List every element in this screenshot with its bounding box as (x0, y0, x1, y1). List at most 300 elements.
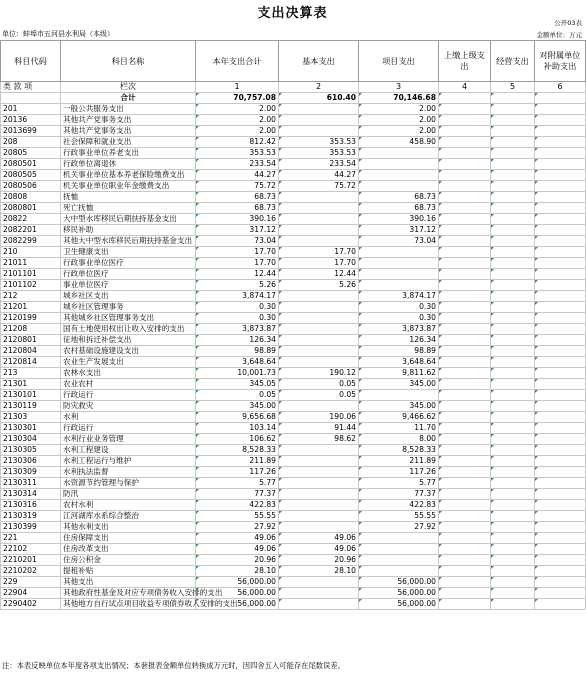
amount-cell: 422.83 (359, 500, 439, 511)
amount-cell (491, 522, 535, 533)
amount-cell (491, 137, 535, 148)
subject-name: 防汛 (61, 489, 196, 500)
amount-cell (359, 280, 439, 291)
amount-cell (279, 203, 359, 214)
amount-cell (439, 445, 491, 456)
amount-cell: 55.55 (196, 511, 279, 522)
amount-cell: 56,000.00 (196, 599, 279, 610)
amount-cell: 55.55 (359, 511, 439, 522)
subject-name: 防灾救灾 (61, 401, 196, 412)
amount-cell (439, 478, 491, 489)
amount-cell (535, 577, 586, 588)
amount-cell: 56,000.00 (359, 599, 439, 610)
total-cell: 610.40 (279, 93, 359, 104)
amount-cell (439, 412, 491, 423)
index-cell: 3 (359, 82, 439, 93)
unit-name: 单位：蚌埠市五河县水利局（本级） (2, 30, 114, 38)
amount-cell (439, 522, 491, 533)
subject-code: 22102 (1, 544, 61, 555)
amount-cell: 0.05 (196, 390, 279, 401)
subject-code: 2130314 (1, 489, 61, 500)
subject-name: 水利 (61, 412, 196, 423)
amount-cell: 345.00 (359, 401, 439, 412)
table-row (1, 368, 586, 379)
amount-cell (359, 555, 439, 566)
amount-cell (359, 148, 439, 159)
amount-cell (439, 115, 491, 126)
amount-cell: 126.34 (196, 335, 279, 346)
subject-name: 农业农村 (61, 379, 196, 390)
header-name: 科目名称 (61, 41, 196, 82)
header-project: 项目支出 (359, 41, 439, 82)
subject-code: 212 (1, 291, 61, 302)
amount-cell: 27.92 (359, 522, 439, 533)
header-basic: 基本支出 (279, 41, 359, 82)
amount-cell (491, 511, 535, 522)
form-code: 公开03表 (554, 19, 582, 27)
expenditure-table (0, 40, 586, 610)
amount-cell (439, 401, 491, 412)
table-row (1, 577, 586, 588)
amount-cell: 0.30 (359, 302, 439, 313)
amount-cell (535, 456, 586, 467)
amount-cell: 190.12 (279, 368, 359, 379)
amount-cell: 5.26 (279, 280, 359, 291)
table-row (1, 269, 586, 280)
subject-name: 其他水利支出 (61, 522, 196, 533)
amount-cell (491, 489, 535, 500)
table-row (1, 192, 586, 203)
table-row (1, 478, 586, 489)
amount-cell (279, 115, 359, 126)
amount-cell (535, 291, 586, 302)
header-code: 科目代码 (1, 41, 61, 82)
amount-cell (491, 467, 535, 478)
amount-cell: 117.26 (359, 467, 439, 478)
header-upper: 上缴上级支出 (439, 41, 491, 82)
amount-cell (439, 489, 491, 500)
subject-name: 提租补贴 (61, 566, 196, 577)
amount-cell: 49.06 (196, 544, 279, 555)
index-cell: 2 (279, 82, 359, 93)
amount-cell (279, 225, 359, 236)
amount-cell (535, 588, 586, 599)
amount-cell: 9,466.62 (359, 412, 439, 423)
amount-cell (535, 511, 586, 522)
amount-cell: 77.37 (359, 489, 439, 500)
subject-code: 2210201 (1, 555, 61, 566)
table-row (1, 214, 586, 225)
amount-cell: 98.89 (359, 346, 439, 357)
amount-cell (439, 170, 491, 181)
subject-code: 2210202 (1, 566, 61, 577)
amount-cell (359, 390, 439, 401)
total-label: 合计 (61, 93, 196, 104)
amount-cell (491, 368, 535, 379)
amount-cell: 49.06 (196, 533, 279, 544)
amount-cell (491, 203, 535, 214)
amount-cell (439, 137, 491, 148)
table-row (1, 511, 586, 522)
subject-name: 住房保障支出 (61, 533, 196, 544)
table-row (1, 566, 586, 577)
subject-code: 2080506 (1, 181, 61, 192)
amount-cell: 2.00 (196, 115, 279, 126)
amount-cell: 9,811.62 (359, 368, 439, 379)
amount-cell (279, 313, 359, 324)
amount-cell (491, 401, 535, 412)
index-cell: 栏次 (61, 82, 196, 93)
subject-code: 2120801 (1, 335, 61, 346)
subject-name: 农村水利 (61, 500, 196, 511)
unit-row (0, 29, 585, 39)
amount-cell (439, 346, 491, 357)
table-row (1, 203, 586, 214)
amount-cell (491, 599, 535, 610)
amount-cell: 68.73 (359, 192, 439, 203)
table-row (1, 280, 586, 291)
table-row (1, 423, 586, 434)
amount-cell (359, 258, 439, 269)
amount-cell (439, 456, 491, 467)
table-row (1, 489, 586, 500)
amount-cell: 73.04 (196, 236, 279, 247)
amount-cell: 390.16 (359, 214, 439, 225)
amount-cell (535, 346, 586, 357)
amount-cell: 11.70 (359, 423, 439, 434)
subject-code: 20136 (1, 115, 61, 126)
table-row (1, 137, 586, 148)
amount-cell: 77.37 (196, 489, 279, 500)
amount-cell (439, 588, 491, 599)
amount-cell (439, 203, 491, 214)
amount-cell: 458.90 (359, 137, 439, 148)
amount-cell (279, 291, 359, 302)
amount-cell (535, 379, 586, 390)
amount-cell: 17.70 (196, 247, 279, 258)
amount-cell: 233.54 (196, 159, 279, 170)
amount-cell (279, 445, 359, 456)
amount-cell: 126.34 (359, 335, 439, 346)
amount-cell: 20.96 (279, 555, 359, 566)
amount-cell (535, 401, 586, 412)
amount-cell: 56,000.00 (196, 588, 279, 599)
amount-cell (439, 192, 491, 203)
amount-cell: 12.44 (196, 269, 279, 280)
subject-name: 卫生健康支出 (61, 247, 196, 258)
table-row (1, 170, 586, 181)
amount-cell (491, 500, 535, 511)
amount-cell (535, 544, 586, 555)
subject-name: 行政单位医疗 (61, 269, 196, 280)
table-row (1, 258, 586, 269)
subject-name: 农林水支出 (61, 368, 196, 379)
amount-cell: 0.30 (359, 313, 439, 324)
amount-cell (491, 148, 535, 159)
amount-cell: 117.26 (196, 467, 279, 478)
amount-cell: 211.89 (359, 456, 439, 467)
table-row (1, 159, 586, 170)
amount-cell: 3,648.64 (196, 357, 279, 368)
table-row (1, 401, 586, 412)
amount-cell (439, 302, 491, 313)
amount-cell: 68.73 (359, 203, 439, 214)
subject-code: 208 (1, 137, 61, 148)
amount-cell (439, 181, 491, 192)
amount-cell (491, 456, 535, 467)
amount-cell: 56,000.00 (196, 577, 279, 588)
amount-cell (491, 390, 535, 401)
amount-cell (439, 368, 491, 379)
amount-cell: 75.72 (196, 181, 279, 192)
subject-code: 229 (1, 577, 61, 588)
subject-name: 机关事业单位职业年金缴费支出 (61, 181, 196, 192)
amount-cell (535, 181, 586, 192)
amount-cell: 49.06 (279, 533, 359, 544)
subject-name: 其他城乡社区管理事务支出 (61, 313, 196, 324)
subject-code: 2120814 (1, 357, 61, 368)
amount-cell (535, 126, 586, 137)
amount-cell (535, 236, 586, 247)
amount-cell (535, 225, 586, 236)
table-row (1, 390, 586, 401)
table-row (1, 302, 586, 313)
subject-name: 行政运行 (61, 390, 196, 401)
amount-cell (491, 214, 535, 225)
subject-name: 城乡社区支出 (61, 291, 196, 302)
subject-code: 21301 (1, 379, 61, 390)
amount-cell: 106.62 (196, 434, 279, 445)
amount-cell (491, 225, 535, 236)
table-row (1, 522, 586, 533)
amount-cell (279, 478, 359, 489)
amount-cell (535, 269, 586, 280)
amount-cell (279, 467, 359, 478)
amount-cell (535, 247, 586, 258)
subject-code: 2130304 (1, 434, 61, 445)
amount-cell (439, 104, 491, 115)
table-row (1, 379, 586, 390)
amount-cell: 2.00 (196, 104, 279, 115)
amount-cell (491, 159, 535, 170)
table-row (1, 247, 586, 258)
amount-unit: 金额单位：万元 (536, 31, 582, 39)
amount-cell: 233.54 (279, 159, 359, 170)
amount-cell: 3,874.17 (359, 291, 439, 302)
subject-code: 2130399 (1, 522, 61, 533)
amount-cell (439, 500, 491, 511)
table-row (1, 467, 586, 478)
amount-cell: 68.73 (196, 192, 279, 203)
subject-code: 2080505 (1, 170, 61, 181)
amount-cell (535, 170, 586, 181)
subject-name: 其他地方自行试点项目收益专项债券收入安排的支出 (61, 599, 196, 610)
index-row (1, 82, 586, 93)
amount-cell (535, 357, 586, 368)
table-row (1, 335, 586, 346)
amount-cell (439, 544, 491, 555)
amount-cell: 98.89 (196, 346, 279, 357)
amount-cell: 0.30 (196, 313, 279, 324)
amount-cell (279, 104, 359, 115)
amount-cell (491, 544, 535, 555)
table-row (1, 588, 586, 599)
amount-cell (439, 159, 491, 170)
subject-code: 20805 (1, 148, 61, 159)
amount-cell (535, 522, 586, 533)
amount-cell (439, 324, 491, 335)
subject-code: 210 (1, 247, 61, 258)
amount-cell (439, 577, 491, 588)
amount-cell (535, 434, 586, 445)
amount-cell: 2.00 (196, 126, 279, 137)
amount-cell (439, 599, 491, 610)
amount-cell (491, 126, 535, 137)
amount-cell (279, 357, 359, 368)
total-cell: 70,146.68 (359, 93, 439, 104)
subject-code: 2082201 (1, 225, 61, 236)
amount-cell (439, 555, 491, 566)
amount-cell (491, 478, 535, 489)
subject-name: 大中型水库移民后期扶持基金支出 (61, 214, 196, 225)
amount-cell (491, 566, 535, 577)
amount-cell (491, 357, 535, 368)
table-row (1, 225, 586, 236)
subject-name: 国有土地使用权出让收入安排的支出 (61, 324, 196, 335)
amount-cell (491, 412, 535, 423)
header-row (1, 41, 586, 82)
amount-cell (359, 533, 439, 544)
total-cell (439, 93, 491, 104)
amount-cell (279, 192, 359, 203)
amount-cell (279, 588, 359, 599)
amount-cell (535, 412, 586, 423)
amount-cell (439, 379, 491, 390)
amount-cell (535, 104, 586, 115)
table-row (1, 500, 586, 511)
amount-cell (491, 104, 535, 115)
amount-cell (535, 423, 586, 434)
amount-cell (279, 324, 359, 335)
amount-cell: 353.53 (279, 137, 359, 148)
amount-cell: 3,648.64 (359, 357, 439, 368)
amount-cell (535, 203, 586, 214)
subject-name: 其他大中型水库移民后期扶持基金支出 (61, 236, 196, 247)
amount-cell (359, 181, 439, 192)
subject-name: 行政单位离退休 (61, 159, 196, 170)
amount-cell (491, 236, 535, 247)
amount-cell: 27.92 (196, 522, 279, 533)
index-cell: 6 (535, 82, 586, 93)
table-row (1, 544, 586, 555)
subject-code: 2101102 (1, 280, 61, 291)
amount-cell (491, 533, 535, 544)
amount-cell (491, 434, 535, 445)
index-cell: 5 (491, 82, 535, 93)
subject-name: 其他支出 (61, 577, 196, 588)
amount-cell: 10,001.73 (196, 368, 279, 379)
subject-code: 2130306 (1, 456, 61, 467)
subject-code: 2080501 (1, 159, 61, 170)
table-row (1, 445, 586, 456)
amount-cell (439, 511, 491, 522)
amount-cell (491, 445, 535, 456)
table-row (1, 148, 586, 159)
subject-code: 2130305 (1, 445, 61, 456)
amount-cell: 12.44 (279, 269, 359, 280)
subject-code: 2130311 (1, 478, 61, 489)
amount-cell (359, 566, 439, 577)
total-cell: 70,757.08 (196, 93, 279, 104)
amount-cell: 317.12 (359, 225, 439, 236)
subject-code: 22904 (1, 588, 61, 599)
amount-cell: 56,000.00 (359, 588, 439, 599)
amount-cell (359, 247, 439, 258)
table-row (1, 412, 586, 423)
amount-cell (535, 115, 586, 126)
table-row (1, 324, 586, 335)
amount-cell: 9,656.68 (196, 412, 279, 423)
subject-name: 水资源节约管理与保护 (61, 478, 196, 489)
subject-code: 2120199 (1, 313, 61, 324)
table-row (1, 456, 586, 467)
subject-name: 农村基础设施建设支出 (61, 346, 196, 357)
table-row (1, 236, 586, 247)
subject-name: 水利工程建设 (61, 445, 196, 456)
amount-cell: 44.27 (279, 170, 359, 181)
subject-code: 213 (1, 368, 61, 379)
amount-cell (491, 555, 535, 566)
amount-cell (439, 390, 491, 401)
amount-cell (491, 280, 535, 291)
amount-cell (535, 258, 586, 269)
amount-cell (491, 577, 535, 588)
amount-cell (491, 423, 535, 434)
amount-cell (439, 313, 491, 324)
amount-cell (279, 522, 359, 533)
subject-code: 21303 (1, 412, 61, 423)
amount-cell: 5.26 (196, 280, 279, 291)
subject-name: 水利行业业务管理 (61, 434, 196, 445)
amount-cell (491, 247, 535, 258)
amount-cell (491, 258, 535, 269)
amount-cell (491, 181, 535, 192)
table-row (1, 434, 586, 445)
amount-cell (535, 313, 586, 324)
amount-cell (535, 159, 586, 170)
table-row (1, 115, 586, 126)
amount-cell: 5.77 (196, 478, 279, 489)
amount-cell: 98.62 (279, 434, 359, 445)
amount-cell (279, 214, 359, 225)
subject-code: 20808 (1, 192, 61, 203)
amount-cell: 20.96 (196, 555, 279, 566)
amount-cell (535, 445, 586, 456)
amount-cell (491, 324, 535, 335)
subject-code: 2013699 (1, 126, 61, 137)
subject-name: 其他共产党事务支出 (61, 115, 196, 126)
amount-cell (279, 236, 359, 247)
amount-cell (439, 357, 491, 368)
amount-cell (439, 533, 491, 544)
subject-code: 2101101 (1, 269, 61, 280)
subject-code: 21201 (1, 302, 61, 313)
subject-name: 行政事业单位医疗 (61, 258, 196, 269)
amount-cell (535, 335, 586, 346)
subject-code: 2290402 (1, 599, 61, 610)
amount-cell (535, 467, 586, 478)
subject-code: 2080801 (1, 203, 61, 214)
